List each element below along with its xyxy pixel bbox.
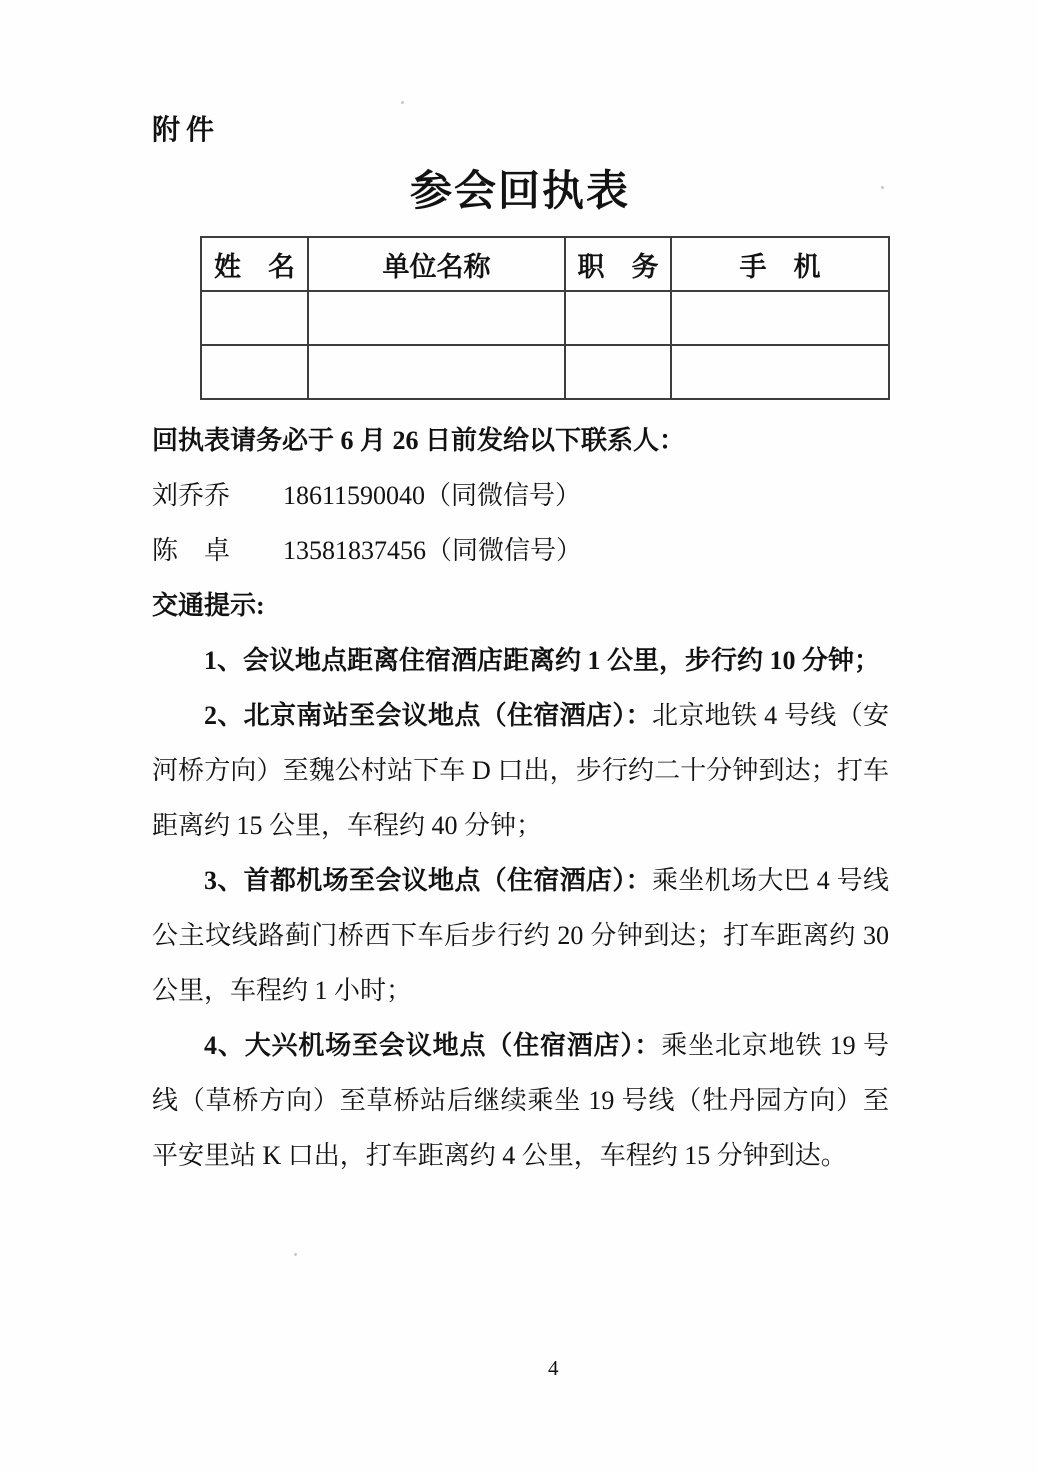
empty-cell — [201, 345, 308, 399]
empty-cell — [565, 345, 671, 399]
scan-speck — [294, 1253, 297, 1256]
column-header-organization: 单位名称 — [308, 237, 565, 291]
scan-speck — [401, 101, 404, 104]
traffic-tip-1-lead: 1、会议地点距离住宿酒店距离约 1 公里，步行约 10 分钟； — [204, 646, 881, 675]
column-header-mobile: 手 机 — [671, 237, 889, 291]
contact-phone: 13581837456（同微信号） — [283, 536, 583, 565]
empty-cell — [308, 345, 565, 399]
page-title: 参会回执表 — [409, 169, 630, 215]
page-number: 4 — [548, 1356, 559, 1380]
traffic-tip-3-body: 乘坐机场大巴 4 号线公主坟线路蓟门桥西下车后步行约 20 分钟到达；打车距离约 30 公里，车程约 1 小时； — [152, 866, 889, 1005]
table-header-row — [201, 237, 889, 291]
attachment-label: 附件 — [152, 115, 221, 146]
empty-cell — [308, 291, 565, 345]
traffic-tips-heading: 交通提示: — [152, 591, 265, 620]
reply-form-table — [200, 236, 890, 400]
contact-row — [152, 523, 889, 578]
empty-cell — [671, 345, 889, 399]
traffic-tip-3-lead: 3、首都机场至会议地点（住宿酒店）： — [204, 866, 652, 895]
deadline-notice: 回执表请务必于 6 月 26 日前发给以下联系人： — [152, 426, 686, 455]
traffic-tip-4 — [152, 1018, 889, 1183]
contact-phone: 18611590040（同微信号） — [283, 481, 582, 510]
traffic-tip-3 — [152, 853, 889, 1018]
column-header-position: 职 务 — [565, 237, 671, 291]
empty-cell — [201, 291, 308, 345]
empty-cell — [565, 291, 671, 345]
table-row — [201, 291, 889, 345]
contact-name: 陈 卓 — [152, 536, 231, 565]
body-text — [152, 413, 889, 1183]
empty-cell — [671, 291, 889, 345]
contact-row — [152, 468, 889, 523]
column-header-name: 姓 名 — [201, 237, 308, 291]
traffic-tip-2-body: 北京地铁 4 号线（安河桥方向）至魏公村站下车 D 口出，步行约二十分钟到达；打车距离约 15 公里，车程约 40 分钟； — [152, 701, 889, 840]
traffic-tip-4-body: 乘坐北京地铁 19 号线（草桥方向）至草桥站后继续乘坐 19 号线（牡丹园方向）至平安里站 K 口出，打车距离约 4 公里，车程约 15 分钟到达。 — [152, 1031, 889, 1170]
traffic-tip-2 — [152, 688, 889, 853]
table-row — [201, 345, 889, 399]
contact-name: 刘乔乔 — [152, 481, 231, 510]
traffic-tip-2-lead: 2、北京南站至会议地点（住宿酒店）： — [204, 701, 652, 730]
traffic-tip-4-lead: 4、大兴机场至会议地点（住宿酒店）： — [204, 1031, 662, 1060]
traffic-tip-1 — [152, 633, 889, 688]
